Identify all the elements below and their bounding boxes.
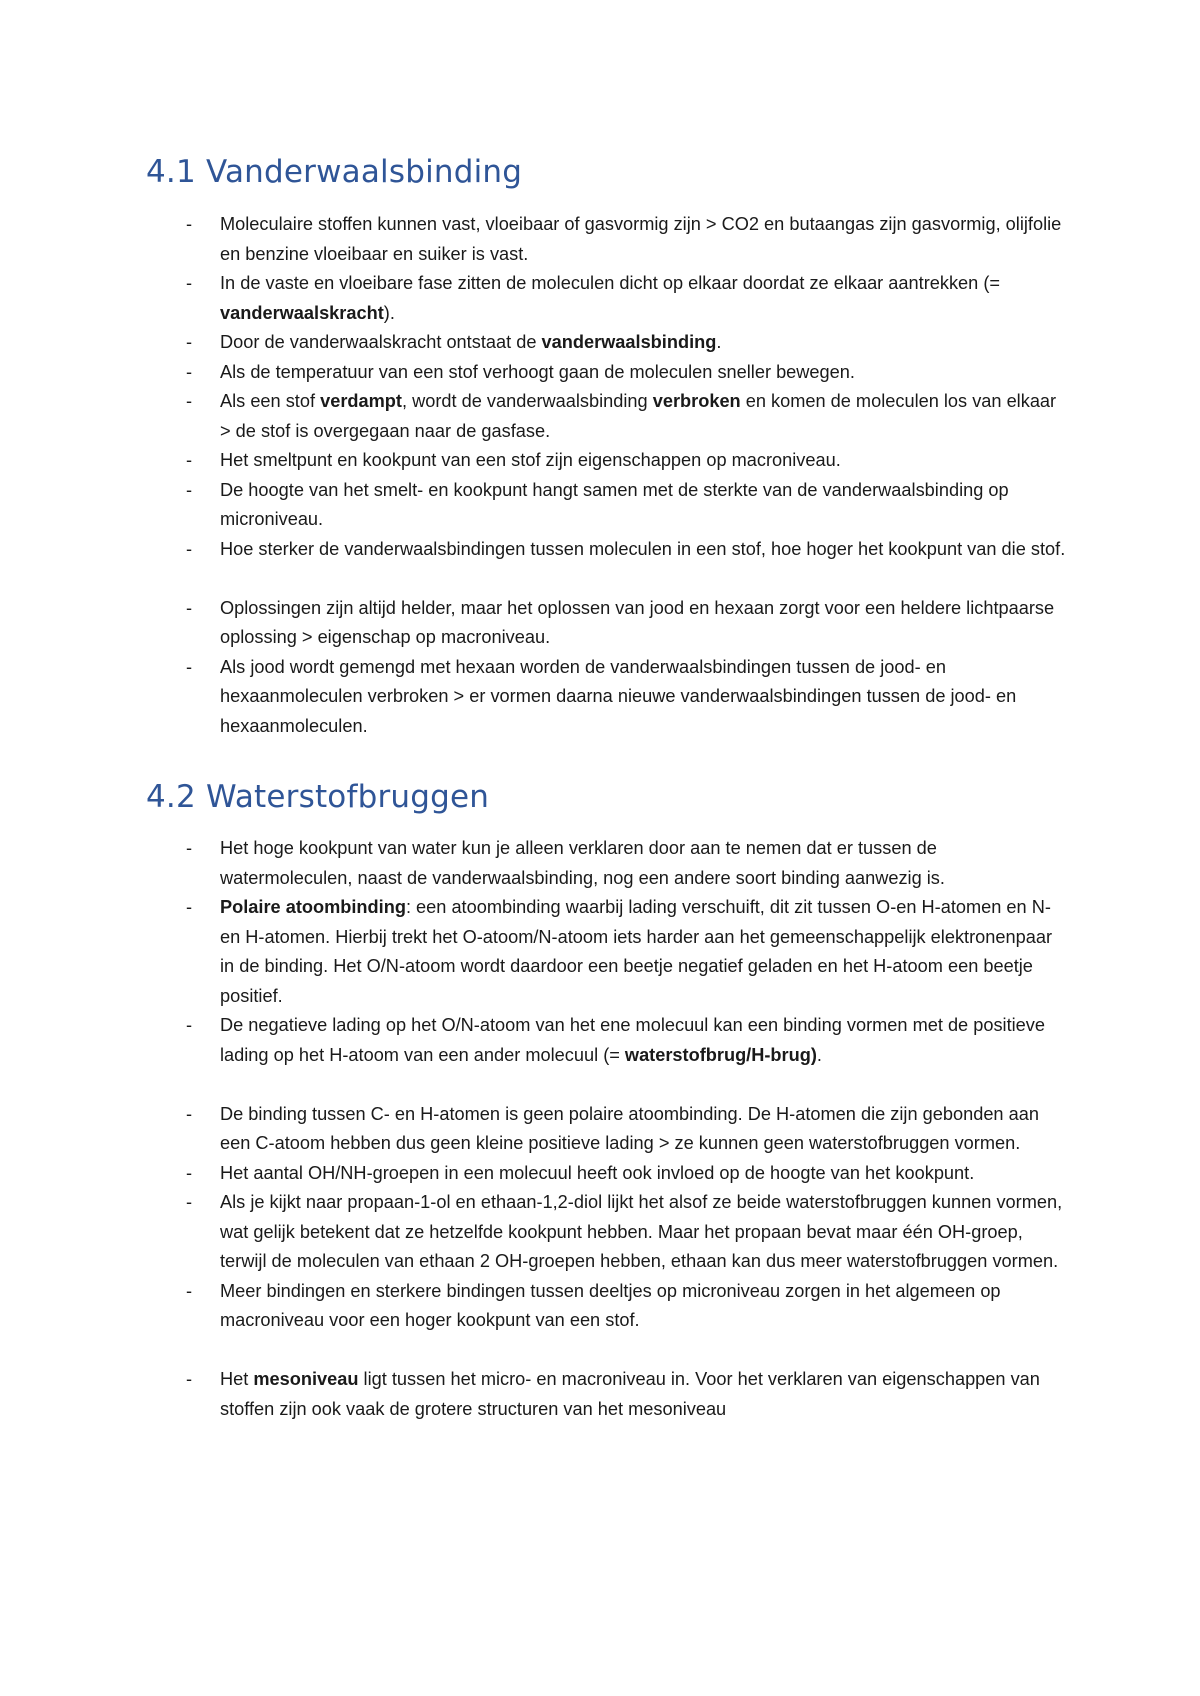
list-item — [0, 1011, 1070, 1070]
section-heading-waterstofbruggen: 4.2 Waterstofbruggen — [146, 779, 490, 815]
list-item — [0, 594, 1070, 653]
bullet-dash: - — [186, 597, 193, 618]
list-item — [0, 1277, 1070, 1336]
bold-term: waterstofbrug/H-brug) — [624, 1044, 817, 1065]
item-text: De binding tussen C- en H-atomen is geen polaire atoombinding. De H-atomen die zijn gebonden aan een C-atoom hebben dus geen kleine positieve lading > ze kunnen geen waterstofbruggen vormen. — [220, 1103, 1039, 1153]
list-item — [0, 1100, 1070, 1159]
list-spacer — [0, 1070, 1200, 1100]
list-item — [0, 653, 1070, 742]
bullet-dash: - — [186, 538, 193, 559]
bullet-dash: - — [186, 391, 193, 411]
bullet-list-vanderwaalsbinding — [0, 210, 1200, 741]
item-text: De negatieve lading op het O/N-atoom van het ene molecuul kan een binding vormen met de positieve lading op het H-atoom van een ander molecuul (= — [220, 1015, 1046, 1065]
item-text: Het aantal OH/NH-groepen in een molecuul heeft ook invloed op de hoogte van het kookpunt. — [220, 1162, 975, 1183]
list-spacer — [0, 1336, 1200, 1366]
item-text: en komen de moleculen los van elkaar > de stof is overgegaan naar de gasfase. — [220, 391, 1057, 441]
list-item — [0, 1365, 1070, 1424]
bullet-dash: - — [186, 1015, 193, 1035]
list-item — [0, 834, 1070, 893]
list-item — [0, 893, 1070, 1011]
bullet-list-waterstofbruggen — [0, 834, 1200, 1424]
bold-term: verdampt — [320, 391, 402, 411]
bullet-dash: - — [186, 479, 193, 500]
item-text: Het hoge kookpunt van water kun je alleen verklaren door aan te nemen dat er tussen de watermoleculen, naast de vanderwaalsbinding, nog een andere soort binding aanwezig is. — [220, 838, 945, 888]
item-text: Als een stof — [220, 391, 321, 411]
bold-term: Polaire atoombinding — [220, 897, 406, 917]
item-text: Door de vanderwaalskracht ontstaat de — [220, 332, 542, 352]
item-text: ). — [383, 302, 395, 323]
bullet-dash: - — [186, 1103, 193, 1124]
bold-term: verbroken — [652, 391, 741, 411]
bullet-dash: - — [186, 332, 193, 352]
bullet-dash: - — [186, 273, 193, 293]
bold-term: vanderwaalskracht — [220, 302, 384, 323]
list-item — [0, 1159, 1070, 1189]
item-text: Hoe sterker de vanderwaalsbindingen tussen moleculen in een stof, hoe hoger het kookpunt van die stof. — [220, 538, 1066, 559]
list-item — [0, 269, 1070, 328]
item-text: In de vaste en vloeibare fase zitten de moleculen dicht op elkaar doordat ze elkaar aantrekken (= — [220, 273, 1001, 293]
item-text: , wordt de vanderwaalsbinding — [401, 391, 653, 411]
list-item — [0, 446, 1070, 476]
bullet-dash: - — [186, 1192, 193, 1212]
item-text: ligt tussen het micro- en macroniveau in. Voor het verklaren van eigenschappen van stoffen zijn ook vaak de grotere structuren van het mesoniveau — [220, 1369, 1040, 1419]
bullet-dash: - — [186, 361, 193, 382]
bullet-dash: - — [186, 1280, 193, 1301]
item-text: . — [716, 332, 722, 352]
bold-term: vanderwaalsbinding — [541, 332, 717, 352]
bullet-dash: - — [186, 214, 193, 234]
item-text: Oplossingen zijn altijd helder, maar het oplossen van jood en hexaan zorgt voor een heldere lichtpaarse oplossing > eigenschap op macroniveau. — [220, 597, 1055, 647]
list-item — [0, 210, 1070, 269]
item-text: Als je kijkt naar propaan-1-ol en ethaan-1,2-diol lijkt het alsof ze beide waterstofbruggen kunnen vormen, wat gelijk betekent dat ze hetzelfde kookpunt hebben. Maar het propaan bevat maar één OH-groep, terwijl de moleculen van ethaan 2 OH-groepen hebben, ethaan kan dus meer waterstofbruggen vormen. — [220, 1192, 1063, 1271]
item-text: Als de temperatuur van een stof verhoogt gaan de moleculen sneller bewegen. — [220, 361, 855, 382]
item-text: De hoogte van het smelt- en kookpunt hangt samen met de sterkte van de vanderwaalsbinding op microniveau. — [220, 479, 1009, 529]
item-text: . — [816, 1044, 822, 1065]
list-item — [0, 328, 1070, 358]
bullet-dash: - — [186, 897, 193, 917]
bullet-dash: - — [186, 1162, 193, 1183]
bullet-dash: - — [186, 450, 193, 470]
item-text: Het — [220, 1369, 254, 1389]
item-text: Moleculaire stoffen kunnen vast, vloeibaar of gasvormig zijn > CO2 en butaangas zijn gasvormig, olijfolie en benzine vloeibaar en suiker is vast. — [220, 214, 1062, 264]
item-text: Als jood wordt gemengd met hexaan worden de vanderwaalsbindingen tussen de jood- en hexaanmoleculen verbroken > er vormen daarna nieuwe vanderwaalsbindingen tussen de jood- en hexaanmoleculen. — [220, 656, 1017, 736]
item-text: : een atoombinding waarbij lading verschuift, dit zit tussen O-en H-atomen en N- en H-atomen. Hierbij trekt het O-atoom/N-atoom iets harder aan het gemeenschappelijk elektronenpaar in de binding. Het O/N-atoom wordt daardoor een beetje negatief geladen en het H-atoom een beetje positief. — [220, 897, 1053, 1006]
list-spacer — [0, 564, 1200, 594]
list-item — [0, 535, 1070, 565]
list-item — [0, 387, 1070, 446]
bullet-dash: - — [186, 838, 193, 858]
bullet-dash: - — [186, 656, 193, 677]
bullet-dash: - — [186, 1369, 193, 1389]
item-text: Het smeltpunt en kookpunt van een stof zijn eigenschappen op macroniveau. — [220, 450, 841, 470]
list-item — [0, 476, 1070, 535]
section-heading-vanderwaalsbinding: 4.1 Vanderwaalsbinding — [146, 154, 523, 190]
list-item — [0, 1188, 1070, 1277]
list-item — [0, 358, 1070, 388]
bold-term: mesoniveau — [253, 1369, 359, 1389]
item-text: Meer bindingen en sterkere bindingen tussen deeltjes op microniveau zorgen in het algemeen op macroniveau voor een hoger kookpunt van een stof. — [220, 1280, 1001, 1330]
